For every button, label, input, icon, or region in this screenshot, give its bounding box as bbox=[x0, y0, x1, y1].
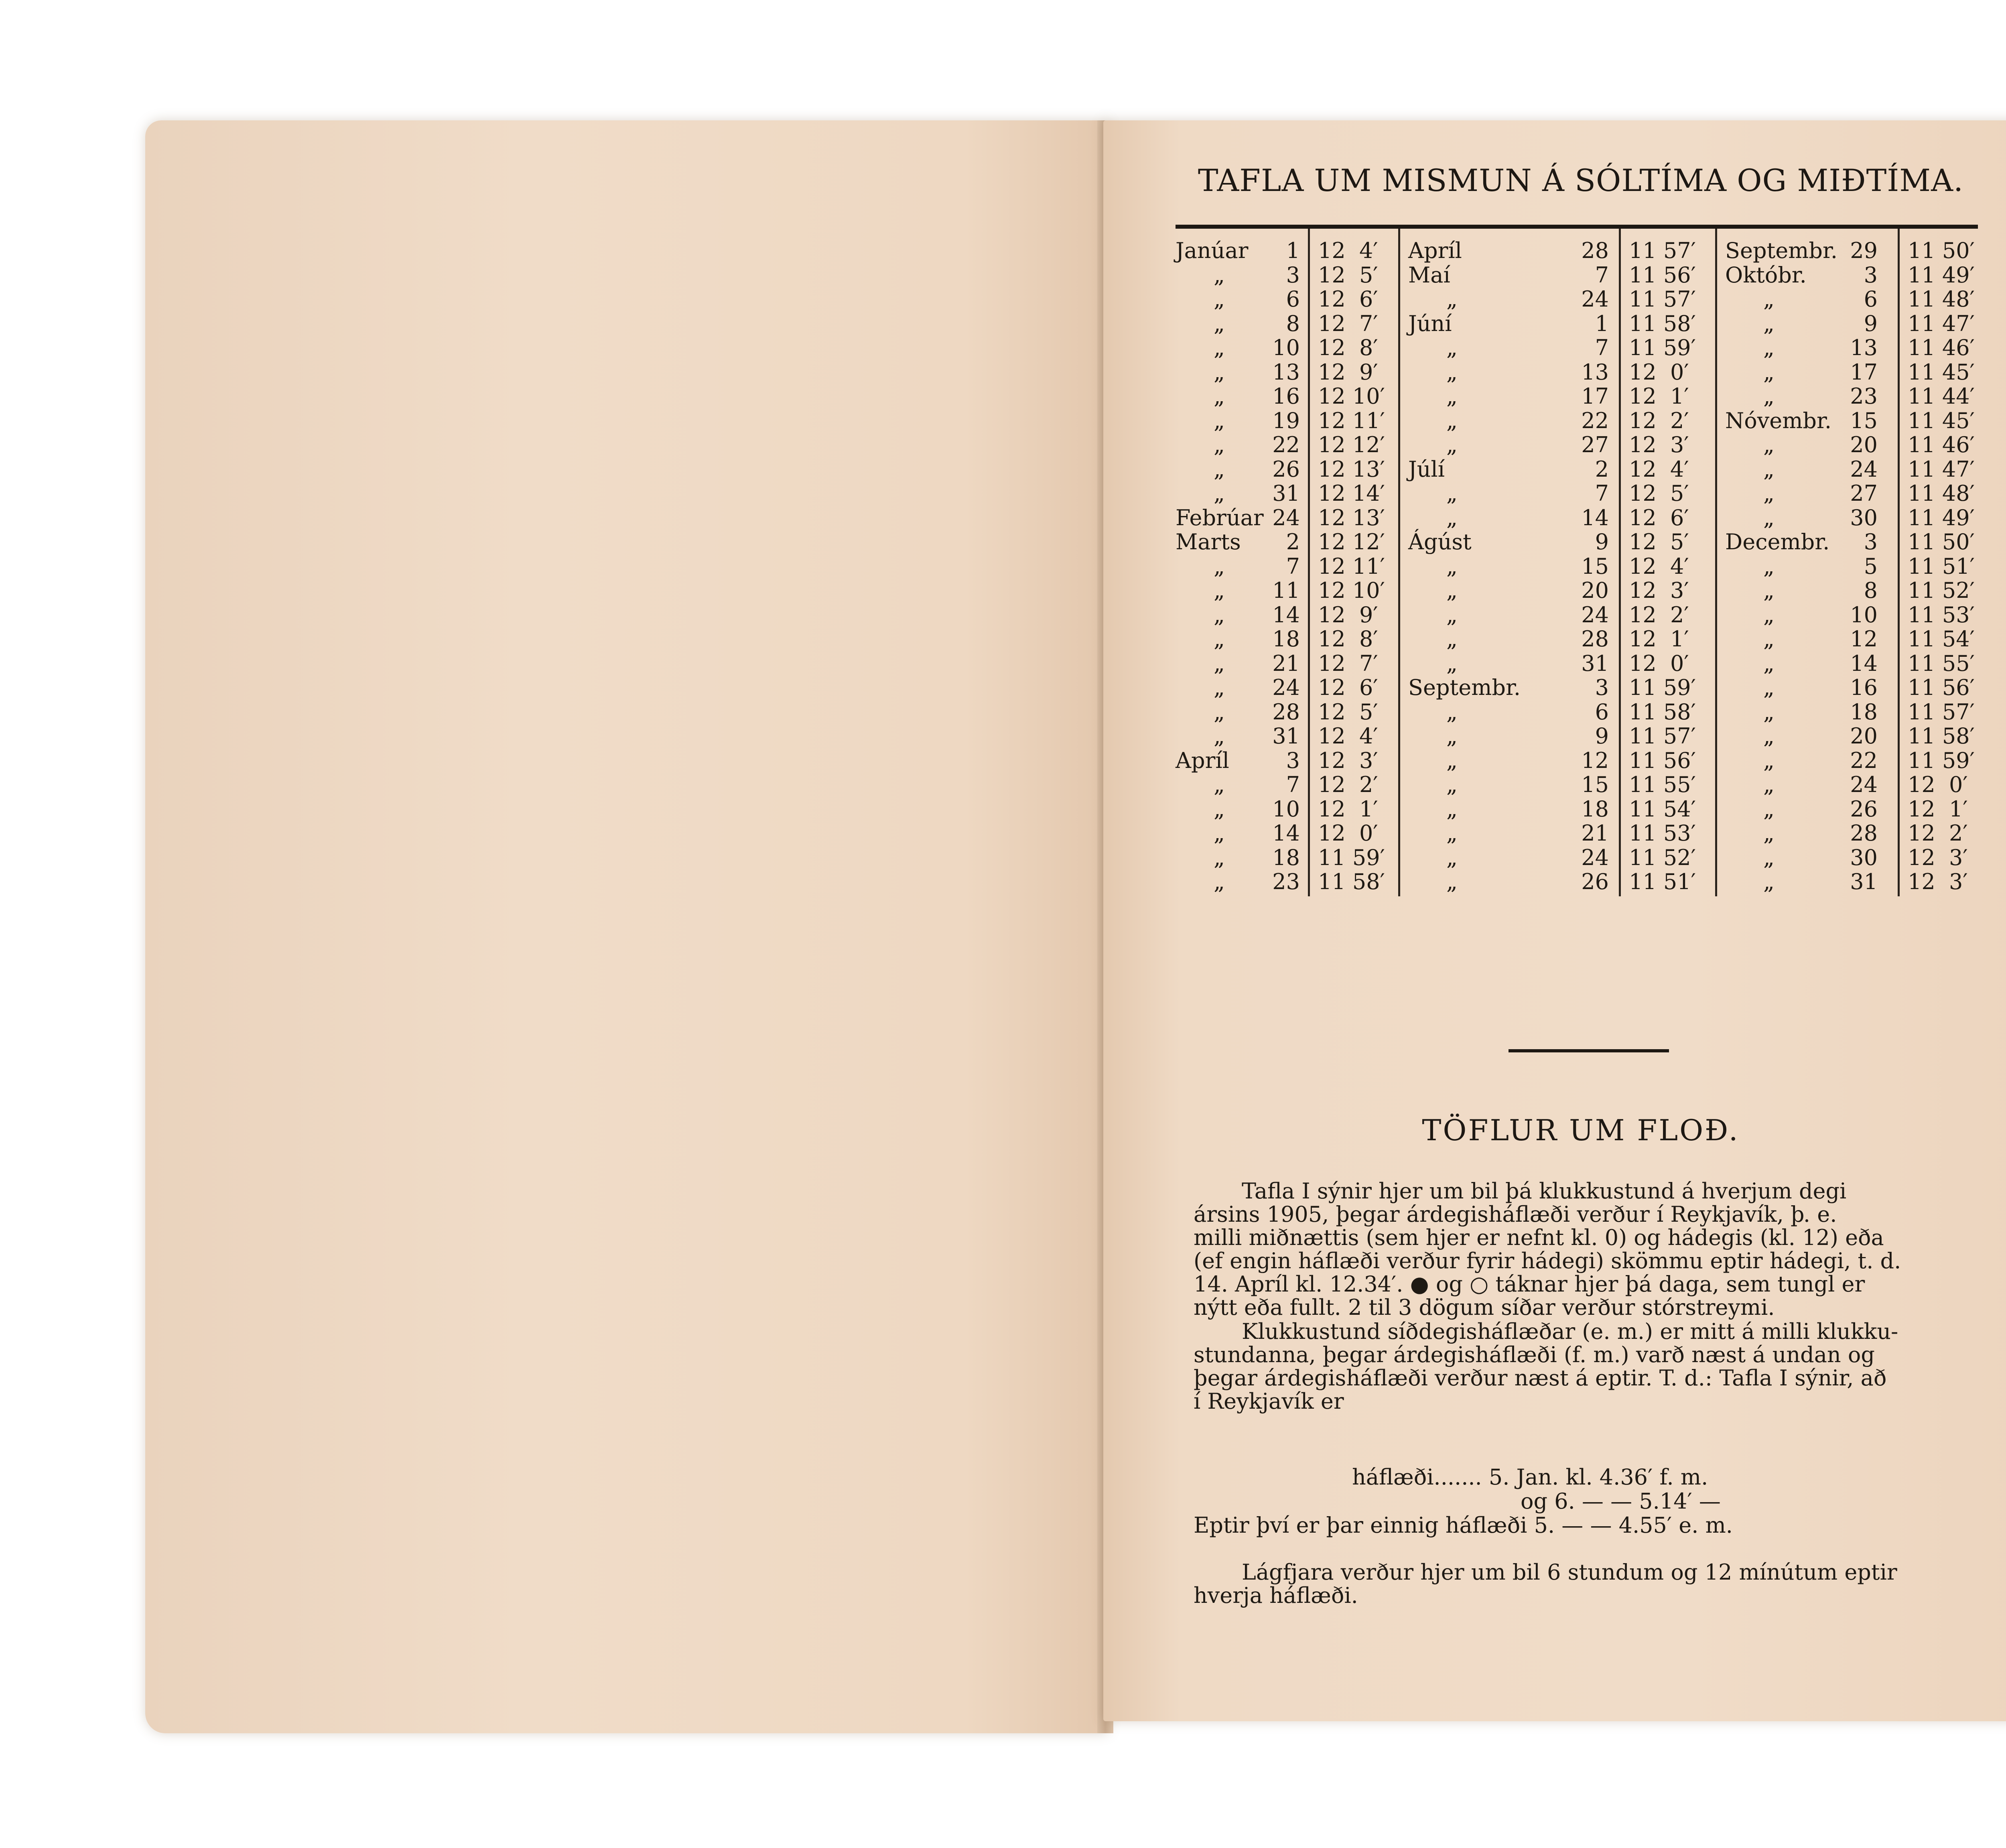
table-cell-day: 15 bbox=[1581, 553, 1609, 579]
table-cell-day: 31 bbox=[1272, 481, 1300, 506]
table-cell-month: Ágúst bbox=[1408, 529, 1472, 554]
para-line: Lágfjara verður hjer um bil 6 stundum og 12 mínútum eptir bbox=[1242, 1560, 1897, 1585]
table-cell-day: 14 bbox=[1272, 820, 1300, 846]
table-cell-day: 28 bbox=[1850, 820, 1878, 846]
table-cell-time: 12 5′ bbox=[1629, 529, 1689, 554]
table-cell-day: 28 bbox=[1581, 626, 1609, 652]
table-cell-time: 11 50′ bbox=[1908, 529, 1975, 554]
para-line: stundanna, þegar árdegisháflæði (f. m.) varð næst á undan og bbox=[1194, 1342, 1875, 1367]
table-cell-day: 2 bbox=[1595, 456, 1609, 482]
table-cell-time: 12 5′ bbox=[1318, 699, 1378, 725]
table-cell-time: 12 2′ bbox=[1908, 820, 1968, 846]
table-cell-month: „ bbox=[1763, 359, 1775, 385]
table-cell-day: 17 bbox=[1581, 384, 1609, 409]
table-cell-time: 11 53′ bbox=[1629, 820, 1696, 846]
table-cell-day: 6 bbox=[1286, 286, 1300, 312]
table-cell-day: 24 bbox=[1581, 602, 1609, 628]
table-cell-month: „ bbox=[1446, 747, 1458, 773]
table-cell-month: „ bbox=[1446, 820, 1458, 846]
table-cell-time: 12 4′ bbox=[1318, 723, 1378, 749]
table-cell-month: „ bbox=[1763, 311, 1775, 336]
table-cell-day: 15 bbox=[1850, 408, 1878, 433]
table-cell-day: 18 bbox=[1272, 626, 1300, 652]
para-line: þegar árdegisháflæði verður næst á eptir. T. d.: Tafla I sýnir, að bbox=[1194, 1365, 1887, 1391]
table-cell-time: 11 46′ bbox=[1908, 335, 1975, 360]
table-cell-day: 10 bbox=[1272, 335, 1300, 360]
table-cell-month: „ bbox=[1763, 481, 1775, 506]
table-cell-time: 11 59′ bbox=[1908, 747, 1975, 773]
table-cell-time: 12 8′ bbox=[1318, 626, 1378, 652]
table-cell-time: 11 49′ bbox=[1908, 505, 1975, 530]
table-cell-month: „ bbox=[1214, 335, 1225, 360]
table-cell-day: 27 bbox=[1850, 481, 1878, 506]
table-cell-day: 10 bbox=[1850, 602, 1878, 628]
table-cell-day: 20 bbox=[1581, 578, 1609, 603]
table-cell-month: „ bbox=[1214, 384, 1225, 409]
table-cell-month: „ bbox=[1214, 650, 1225, 676]
table-cell-time: 11 54′ bbox=[1908, 626, 1975, 652]
para-line: Klukkustund síðdegisháflæðar (e. m.) er mitt á milli klukku- bbox=[1242, 1319, 1898, 1344]
table-cell-month: „ bbox=[1446, 432, 1458, 457]
table-cell-month: „ bbox=[1214, 796, 1225, 822]
calc-line-3: Eptir því er þar einnig háflæði 5. — — 4.55′ e. m. bbox=[1194, 1513, 1733, 1538]
table-cell-time: 12 12′ bbox=[1318, 432, 1385, 457]
table-cell-day: 22 bbox=[1850, 747, 1878, 773]
table-cell-time: 11 51′ bbox=[1629, 869, 1696, 894]
section-divider bbox=[1509, 1049, 1669, 1052]
table-cell-month: „ bbox=[1446, 335, 1458, 360]
table-cell-time: 12 7′ bbox=[1318, 650, 1378, 676]
table-cell-time: 12 10′ bbox=[1318, 578, 1385, 603]
table-cell-time: 12 3′ bbox=[1629, 432, 1689, 457]
table-cell-day: 13 bbox=[1272, 359, 1300, 385]
table-cell-time: 12 4′ bbox=[1629, 553, 1689, 579]
table-cell-day: 7 bbox=[1595, 262, 1609, 288]
table-cell-month: „ bbox=[1763, 699, 1775, 725]
table-cell-time: 12 3′ bbox=[1629, 578, 1689, 603]
para-line: hverja háflæði. bbox=[1194, 1583, 1358, 1608]
para-line: nýtt eða fullt. 2 til 3 dögum síðar verður stórstreymi. bbox=[1194, 1295, 1775, 1320]
table-cell-day: 7 bbox=[1286, 772, 1300, 797]
table-cell-month: „ bbox=[1763, 384, 1775, 409]
table-cell-day: 8 bbox=[1286, 311, 1300, 336]
table-cell-day: 9 bbox=[1595, 723, 1609, 749]
table-cell-month: „ bbox=[1763, 747, 1775, 773]
table-cell-month: „ bbox=[1763, 650, 1775, 676]
calc-line-2: og 6. — — 5.14′ — bbox=[1521, 1489, 1721, 1514]
table-cell-day: 16 bbox=[1272, 384, 1300, 409]
table-cell-time: 11 56′ bbox=[1629, 747, 1696, 773]
table-cell-time: 11 56′ bbox=[1629, 262, 1696, 288]
table-cell-time: 12 3′ bbox=[1908, 845, 1968, 870]
table-cell-time: 12 4′ bbox=[1318, 238, 1378, 263]
table-cell-day: 1 bbox=[1286, 238, 1300, 263]
paragraph-intro bbox=[1194, 1180, 1994, 1319]
table-cell-time: 11 44′ bbox=[1908, 384, 1975, 409]
table-cell-time: 12 2′ bbox=[1629, 602, 1689, 628]
table-cell-month: „ bbox=[1214, 820, 1225, 846]
table-cell-month: „ bbox=[1763, 820, 1775, 846]
table-cell-month: „ bbox=[1446, 772, 1458, 797]
table-cell-month: „ bbox=[1446, 650, 1458, 676]
table-cell-day: 6 bbox=[1864, 286, 1878, 312]
table-cell-month: „ bbox=[1446, 578, 1458, 603]
table-cell-day: 14 bbox=[1272, 602, 1300, 628]
table-cell-day: 7 bbox=[1595, 335, 1609, 360]
table-cell-time: 11 57′ bbox=[1908, 699, 1975, 725]
table-cell-month: Septembr. bbox=[1725, 238, 1837, 263]
table-cell-month: „ bbox=[1763, 456, 1775, 482]
paragraph-low-tide bbox=[1194, 1561, 1994, 1607]
table-cell-day: 28 bbox=[1581, 238, 1609, 263]
table-cell-day: 3 bbox=[1864, 529, 1878, 554]
table-cell-day: 1 bbox=[1595, 311, 1609, 336]
table-cell-time: 11 56′ bbox=[1908, 675, 1975, 700]
table-cell-month: „ bbox=[1214, 408, 1225, 433]
table-cell-month: „ bbox=[1214, 432, 1225, 457]
table-cell-time: 12 6′ bbox=[1318, 286, 1378, 312]
table-cell-month: Marts bbox=[1176, 529, 1241, 554]
table-column-divider bbox=[1398, 229, 1400, 896]
para-line: milli miðnættis (sem hjer er nefnt kl. 0) og hádegis (kl. 12) eða bbox=[1194, 1225, 1884, 1250]
table-cell-month: Maí bbox=[1408, 262, 1450, 288]
table-cell-month: „ bbox=[1214, 553, 1225, 579]
table-cell-time: 12 6′ bbox=[1318, 675, 1378, 700]
table-cell-time: 12 1′ bbox=[1629, 626, 1689, 652]
table-cell-day: 31 bbox=[1850, 869, 1878, 894]
table-cell-day: 24 bbox=[1581, 845, 1609, 870]
table-cell-month: „ bbox=[1446, 845, 1458, 870]
table-cell-day: 31 bbox=[1581, 650, 1609, 676]
table-cell-time: 11 50′ bbox=[1908, 238, 1975, 263]
table-cell-time: 11 57′ bbox=[1629, 286, 1696, 312]
table-cell-day: 15 bbox=[1581, 772, 1609, 797]
table-cell-day: 22 bbox=[1272, 432, 1300, 457]
table-cell-month: „ bbox=[1446, 359, 1458, 385]
table-cell-day: 26 bbox=[1272, 456, 1300, 482]
table-cell-time: 11 45′ bbox=[1908, 408, 1975, 433]
table-cell-month: „ bbox=[1763, 553, 1775, 579]
table-cell-day: 31 bbox=[1272, 723, 1300, 749]
table-cell-month: „ bbox=[1214, 772, 1225, 797]
table-cell-month: Októbr. bbox=[1725, 262, 1807, 288]
para-line: 14. Apríl kl. 12.34′. ● og ○ táknar hjer þá daga, sem tungl er bbox=[1194, 1271, 1865, 1297]
table-cell-time: 11 54′ bbox=[1629, 796, 1696, 822]
table-cell-month: „ bbox=[1214, 869, 1225, 894]
calc-line-1: háflæði....... 5. Jan. kl. 4.36′ f. m. bbox=[1352, 1464, 1708, 1490]
table-cell-day: 10 bbox=[1272, 796, 1300, 822]
table-cell-month: „ bbox=[1763, 286, 1775, 312]
table-cell-month: „ bbox=[1763, 869, 1775, 894]
table-cell-day: 24 bbox=[1850, 772, 1878, 797]
table-cell-day: 3 bbox=[1864, 262, 1878, 288]
table-cell-day: 2 bbox=[1286, 529, 1300, 554]
table-cell-time: 11 48′ bbox=[1908, 481, 1975, 506]
table-cell-day: 9 bbox=[1864, 311, 1878, 336]
para-line: (ef engin háflæði verður fyrir hádegi) skömmu eptir hádegi, t. d. bbox=[1194, 1248, 1901, 1273]
paragraph-example bbox=[1194, 1320, 1994, 1413]
table-cell-month: „ bbox=[1763, 796, 1775, 822]
table-cell-day: 9 bbox=[1595, 529, 1609, 554]
table-cell-time: 11 58′ bbox=[1629, 699, 1696, 725]
table-cell-month: „ bbox=[1446, 481, 1458, 506]
table-cell-month: „ bbox=[1446, 869, 1458, 894]
table-cell-month: „ bbox=[1214, 675, 1225, 700]
table-cell-time: 12 6′ bbox=[1629, 505, 1689, 530]
title-rule bbox=[1176, 225, 1978, 229]
table-cell-day: 24 bbox=[1581, 286, 1609, 312]
table-cell-month: „ bbox=[1214, 578, 1225, 603]
table-cell-time: 11 58′ bbox=[1908, 723, 1975, 749]
table-cell-month: „ bbox=[1763, 505, 1775, 530]
table-cell-month: „ bbox=[1214, 481, 1225, 506]
table-cell-month: Septembr. bbox=[1408, 675, 1521, 700]
table-cell-time: 12 9′ bbox=[1318, 602, 1378, 628]
table-cell-day: 3 bbox=[1286, 747, 1300, 773]
table-cell-time: 12 3′ bbox=[1908, 869, 1968, 894]
table-cell-day: 21 bbox=[1272, 650, 1300, 676]
table-cell-month: „ bbox=[1214, 602, 1225, 628]
table-cell-time: 11 51′ bbox=[1908, 553, 1975, 579]
table-cell-day: 18 bbox=[1272, 845, 1300, 870]
table-cell-time: 12 2′ bbox=[1629, 408, 1689, 433]
table-cell-month: „ bbox=[1446, 553, 1458, 579]
table-cell-time: 12 7′ bbox=[1318, 311, 1378, 336]
table-cell-day: 18 bbox=[1850, 699, 1878, 725]
table-cell-time: 11 52′ bbox=[1908, 578, 1975, 603]
table-cell-day: 23 bbox=[1850, 384, 1878, 409]
table-cell-month: „ bbox=[1763, 723, 1775, 749]
table-cell-time: 12 14′ bbox=[1318, 481, 1385, 506]
table-cell-time: 12 1′ bbox=[1629, 384, 1689, 409]
para-line: Tafla I sýnir hjer um bil þá klukkustund á hverjum degi bbox=[1242, 1178, 1847, 1204]
table-cell-time: 12 5′ bbox=[1318, 262, 1378, 288]
left-blank-page bbox=[145, 120, 1108, 1733]
table-cell-day: 30 bbox=[1850, 845, 1878, 870]
table-cell-time: 12 1′ bbox=[1908, 796, 1968, 822]
table-cell-time: 11 55′ bbox=[1908, 650, 1975, 676]
table-cell-time: 11 59′ bbox=[1629, 335, 1696, 360]
table-cell-time: 11 59′ bbox=[1318, 845, 1385, 870]
table-cell-time: 12 10′ bbox=[1318, 384, 1385, 409]
section-title: TÖFLUR UM FLOÐ. bbox=[1422, 1113, 1740, 1147]
table-cell-month: „ bbox=[1214, 626, 1225, 652]
para-line: ársins 1905, þegar árdegisháflæði verður í Reykjavík, þ. e. bbox=[1194, 1202, 1837, 1227]
table-cell-month: „ bbox=[1214, 311, 1225, 336]
table-cell-month: „ bbox=[1446, 384, 1458, 409]
table-cell-day: 7 bbox=[1286, 553, 1300, 579]
table-cell-day: 23 bbox=[1272, 869, 1300, 894]
table-cell-month: „ bbox=[1763, 626, 1775, 652]
table-cell-time: 11 57′ bbox=[1629, 723, 1696, 749]
table-cell-time: 12 4′ bbox=[1629, 456, 1689, 482]
table-cell-day: 26 bbox=[1581, 869, 1609, 894]
table-cell-day: 29 bbox=[1850, 238, 1878, 263]
table-cell-day: 14 bbox=[1581, 505, 1609, 530]
table-cell-month: Nóvembr. bbox=[1725, 408, 1832, 433]
table-cell-time: 12 3′ bbox=[1318, 747, 1378, 773]
table-cell-time: 12 0′ bbox=[1629, 650, 1689, 676]
table-cell-month: Febrúar bbox=[1176, 505, 1264, 530]
table-cell-day: 19 bbox=[1272, 408, 1300, 433]
table-cell-day: 12 bbox=[1850, 626, 1878, 652]
table-cell-month: „ bbox=[1214, 723, 1225, 749]
table-cell-time: 12 2′ bbox=[1318, 772, 1378, 797]
table-cell-month: „ bbox=[1763, 602, 1775, 628]
table-cell-day: 13 bbox=[1850, 335, 1878, 360]
table-cell-time: 11 59′ bbox=[1629, 675, 1696, 700]
table-cell-time: 12 13′ bbox=[1318, 505, 1385, 530]
table-cell-time: 12 11′ bbox=[1318, 408, 1385, 433]
page-title: TAFLA UM MISMUN Á SÓLTÍMA OG MIÐTÍMA. bbox=[1198, 162, 1964, 198]
table-cell-time: 11 55′ bbox=[1629, 772, 1696, 797]
table-cell-day: 26 bbox=[1850, 796, 1878, 822]
table-cell-day: 17 bbox=[1850, 359, 1878, 385]
table-cell-time: 12 1′ bbox=[1318, 796, 1378, 822]
table-cell-month: „ bbox=[1446, 286, 1458, 312]
table-cell-day: 3 bbox=[1595, 675, 1609, 700]
table-cell-month: „ bbox=[1214, 699, 1225, 725]
table-cell-month: „ bbox=[1446, 723, 1458, 749]
table-cell-month: „ bbox=[1214, 286, 1225, 312]
table-cell-day: 18 bbox=[1581, 796, 1609, 822]
para-line: í Reykjavík er bbox=[1194, 1389, 1344, 1414]
table-cell-month: Janúar bbox=[1176, 238, 1249, 263]
table-cell-time: 11 49′ bbox=[1908, 262, 1975, 288]
table-cell-month: „ bbox=[1214, 845, 1225, 870]
table-cell-day: 20 bbox=[1850, 432, 1878, 457]
table-cell-month: „ bbox=[1446, 626, 1458, 652]
table-cell-time: 12 5′ bbox=[1629, 481, 1689, 506]
table-cell-time: 12 9′ bbox=[1318, 359, 1378, 385]
table-cell-month: „ bbox=[1214, 262, 1225, 288]
table-cell-day: 24 bbox=[1272, 505, 1300, 530]
table-cell-time: 11 46′ bbox=[1908, 432, 1975, 457]
table-cell-month: Júní bbox=[1408, 311, 1452, 336]
table-cell-month: „ bbox=[1763, 772, 1775, 797]
table-cell-day: 5 bbox=[1864, 553, 1878, 579]
table-cell-time: 11 48′ bbox=[1908, 286, 1975, 312]
table-cell-day: 21 bbox=[1581, 820, 1609, 846]
table-cell-time: 12 11′ bbox=[1318, 553, 1385, 579]
table-cell-day: 20 bbox=[1850, 723, 1878, 749]
table-cell-time: 12 8′ bbox=[1318, 335, 1378, 360]
table-cell-day: 8 bbox=[1864, 578, 1878, 603]
table-cell-month: „ bbox=[1446, 602, 1458, 628]
table-cell-month: „ bbox=[1763, 578, 1775, 603]
table-cell-day: 16 bbox=[1850, 675, 1878, 700]
table-cell-time: 12 12′ bbox=[1318, 529, 1385, 554]
table-cell-month: Apríl bbox=[1176, 747, 1229, 773]
table-cell-day: 24 bbox=[1272, 675, 1300, 700]
table-cell-time: 11 53′ bbox=[1908, 602, 1975, 628]
table-cell-day: 12 bbox=[1581, 747, 1609, 773]
table-cell-time: 12 0′ bbox=[1318, 820, 1378, 846]
table-cell-day: 14 bbox=[1850, 650, 1878, 676]
table-cell-time: 12 13′ bbox=[1318, 456, 1385, 482]
table-cell-month: „ bbox=[1214, 456, 1225, 482]
table-cell-month: „ bbox=[1763, 845, 1775, 870]
table-cell-time: 11 45′ bbox=[1908, 359, 1975, 385]
table-cell-month: „ bbox=[1763, 432, 1775, 457]
table-cell-month: Júlí bbox=[1408, 456, 1445, 482]
table-cell-month: „ bbox=[1214, 359, 1225, 385]
table-cell-day: 6 bbox=[1595, 699, 1609, 725]
table-cell-day: 30 bbox=[1850, 505, 1878, 530]
table-cell-time: 11 52′ bbox=[1629, 845, 1696, 870]
table-cell-month: Decembr. bbox=[1725, 529, 1830, 554]
table-cell-day: 27 bbox=[1581, 432, 1609, 457]
table-cell-month: „ bbox=[1446, 505, 1458, 530]
table-cell-month: „ bbox=[1446, 699, 1458, 725]
table-cell-month: „ bbox=[1763, 335, 1775, 360]
table-cell-day: 11 bbox=[1272, 578, 1300, 603]
table-cell-time: 11 58′ bbox=[1629, 311, 1696, 336]
table-cell-time: 12 0′ bbox=[1629, 359, 1689, 385]
table-cell-month: „ bbox=[1446, 796, 1458, 822]
table-cell-time: 11 58′ bbox=[1318, 869, 1385, 894]
table-cell-month: Apríl bbox=[1408, 238, 1462, 263]
table-cell-day: 3 bbox=[1286, 262, 1300, 288]
table-cell-time: 11 57′ bbox=[1629, 238, 1696, 263]
table-cell-time: 11 47′ bbox=[1908, 311, 1975, 336]
table-column-divider bbox=[1715, 229, 1717, 896]
table-cell-time: 12 0′ bbox=[1908, 772, 1968, 797]
table-cell-day: 7 bbox=[1595, 481, 1609, 506]
table-cell-day: 22 bbox=[1581, 408, 1609, 433]
table-cell-month: „ bbox=[1763, 675, 1775, 700]
table-cell-time: 11 47′ bbox=[1908, 456, 1975, 482]
table-cell-month: „ bbox=[1446, 408, 1458, 433]
table-cell-day: 24 bbox=[1850, 456, 1878, 482]
table-cell-day: 13 bbox=[1581, 359, 1609, 385]
table-cell-day: 28 bbox=[1272, 699, 1300, 725]
